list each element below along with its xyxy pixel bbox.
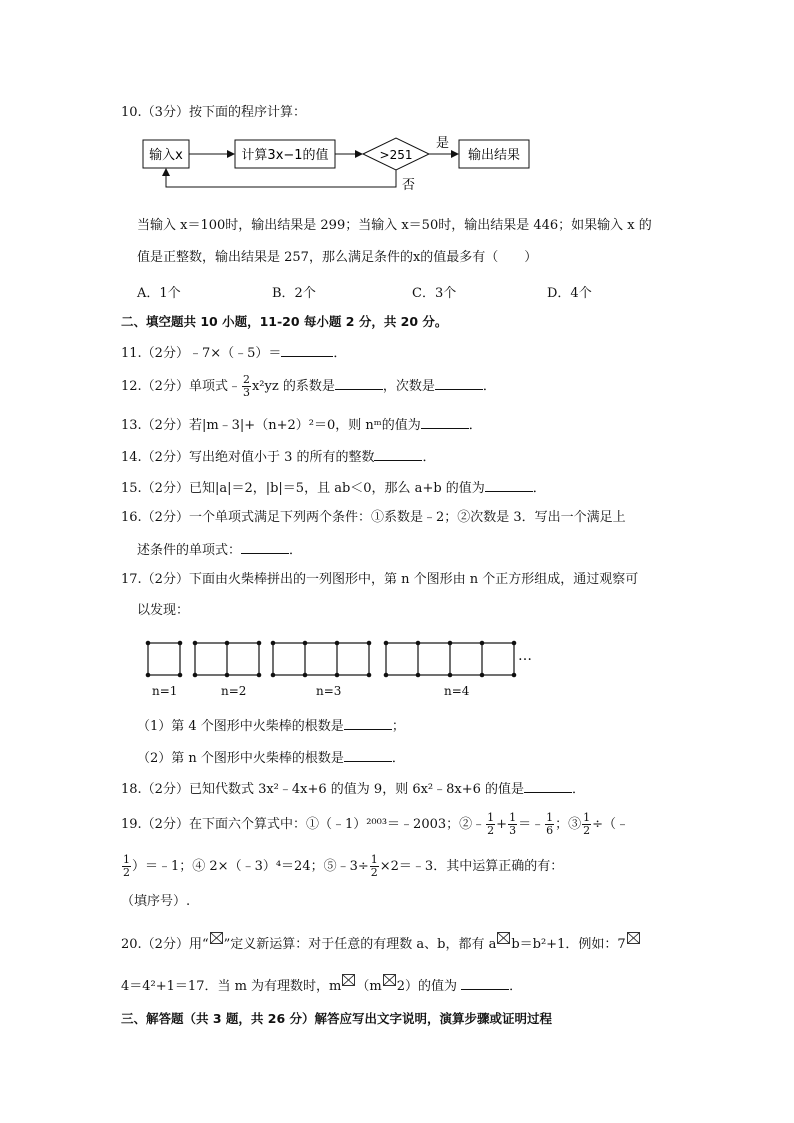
q20-line2: 4＝4²+1＝17．当 m 为有理数时，m （m 2）的值为 ． — [121, 974, 522, 996]
q17-sub1: （1）第 4 个图形中火柴棒的根数是 ； — [137, 716, 405, 736]
matchstick-ellipsis: … — [518, 648, 532, 664]
q10-head: 10.（3分）按下面的程序计算： — [121, 105, 306, 120]
q17-line2: 以发现： — [137, 603, 190, 618]
q18: 18.（2分）已知代数式 3x²﹣4x+6 的值为 9，则 6x²﹣8x+6 的值是 ． — [121, 779, 585, 799]
q10-line1: 当输入 x＝100时，输出结果是 299；当输入 x＝50时，输出结果是 446；如果输入 x 的 — [137, 218, 652, 233]
figure-label-4: n=4 — [444, 684, 470, 698]
q19-line3: （填序号）. — [121, 894, 191, 909]
q19-line2: $\frac{1}{2}$ ）＝﹣1；④ 2×（﹣3）⁴＝24；⑤﹣3÷ $\frac{1}{2}$ ×2＝﹣3．其中运算正确的有： — [123, 853, 564, 879]
section-2-heading: 二、填空题共 10 小题，11-20 每小题 2 分，共 20 分。 — [121, 314, 448, 329]
custom-operator-icon — [383, 974, 396, 986]
q20-line1: 20.（2分）用“ ”定义新运算：对于任意的有理数 a、b，都有 a b＝b²+1．例如：7 — [121, 932, 641, 954]
flow-compute-text: 计算3x−1的值 — [241, 148, 329, 163]
custom-operator-icon — [497, 932, 510, 944]
q13: 13.（2分）若|m﹣3|+（n+2）²＝0，则 nᵐ的值为 ． — [121, 415, 482, 435]
q17-line1: 17.（2分）下面由火柴棒拼出的一列图形中，第 n 个图形由 n 个正方形组成，通过观察可 — [121, 572, 639, 587]
figure-label-1: n=1 — [152, 684, 178, 698]
q10-option-a: A．1个 — [137, 286, 181, 301]
flow-condition-text: >251 — [379, 148, 413, 162]
q12: 12.（2分）单项式﹣ $\frac{2}{3}$ x²yz 的系数是 ，次数是 ． — [121, 373, 496, 399]
flow-no-text: 否 — [402, 178, 416, 193]
q15: 15.（2分）已知|a|＝2，|b|＝5，且 ab＜0，那么 a+b 的值为 ． — [121, 478, 546, 498]
q19-line1: 19.（2分）在下面六个算式中：①（﹣1）²⁰⁰³＝﹣2003；②﹣ $\frac{1}{2}$ + $\frac{1}{3}$ ＝﹣ $\frac{1}{6}$ ；③ $\frac{1}{2}$ ÷（﹣ — [121, 811, 629, 837]
flow-input-text: 输入x — [149, 148, 183, 163]
matchstick-figures — [140, 636, 540, 682]
figure-label-2: n=2 — [221, 684, 247, 698]
q10-line2: 值是正整数，输出结果是 257，那么满足条件的x的值最多有（ ） — [137, 250, 538, 265]
q10-option-b: B．2个 — [272, 286, 316, 301]
flowchart — [140, 132, 540, 194]
q12-fraction: $\frac{2}{3}$ — [242, 373, 250, 399]
q14: 14.（2分）写出绝对值小于 3 的所有的整数 ． — [121, 447, 436, 467]
section-3-heading: 三、解答题（共 3 题，共 26 分）解答应写出文字说明，演算步骤或证明过程 — [121, 1011, 553, 1026]
q11: 11.（2分）﹣7×（﹣5）＝ ． — [121, 343, 346, 363]
custom-operator-icon — [342, 974, 355, 986]
figure-label-3: n=3 — [316, 684, 342, 698]
flow-yes-text: 是 — [436, 136, 450, 151]
q16-line2: 述条件的单项式： ． — [137, 540, 302, 560]
q17-sub2: （2）第 n 个图形中火柴棒的根数是 ． — [137, 748, 405, 768]
custom-operator-icon — [627, 932, 640, 944]
q16-line1: 16.（2分）一个单项式满足下列两个条件：①系数是﹣2；②次数是 3．写出一个满足上 — [121, 510, 626, 525]
q10-option-c: C．3个 — [412, 286, 457, 301]
custom-operator-icon — [210, 932, 223, 944]
flow-output-text: 输出结果 — [467, 148, 521, 163]
q10-option-d: D．4个 — [547, 286, 592, 301]
